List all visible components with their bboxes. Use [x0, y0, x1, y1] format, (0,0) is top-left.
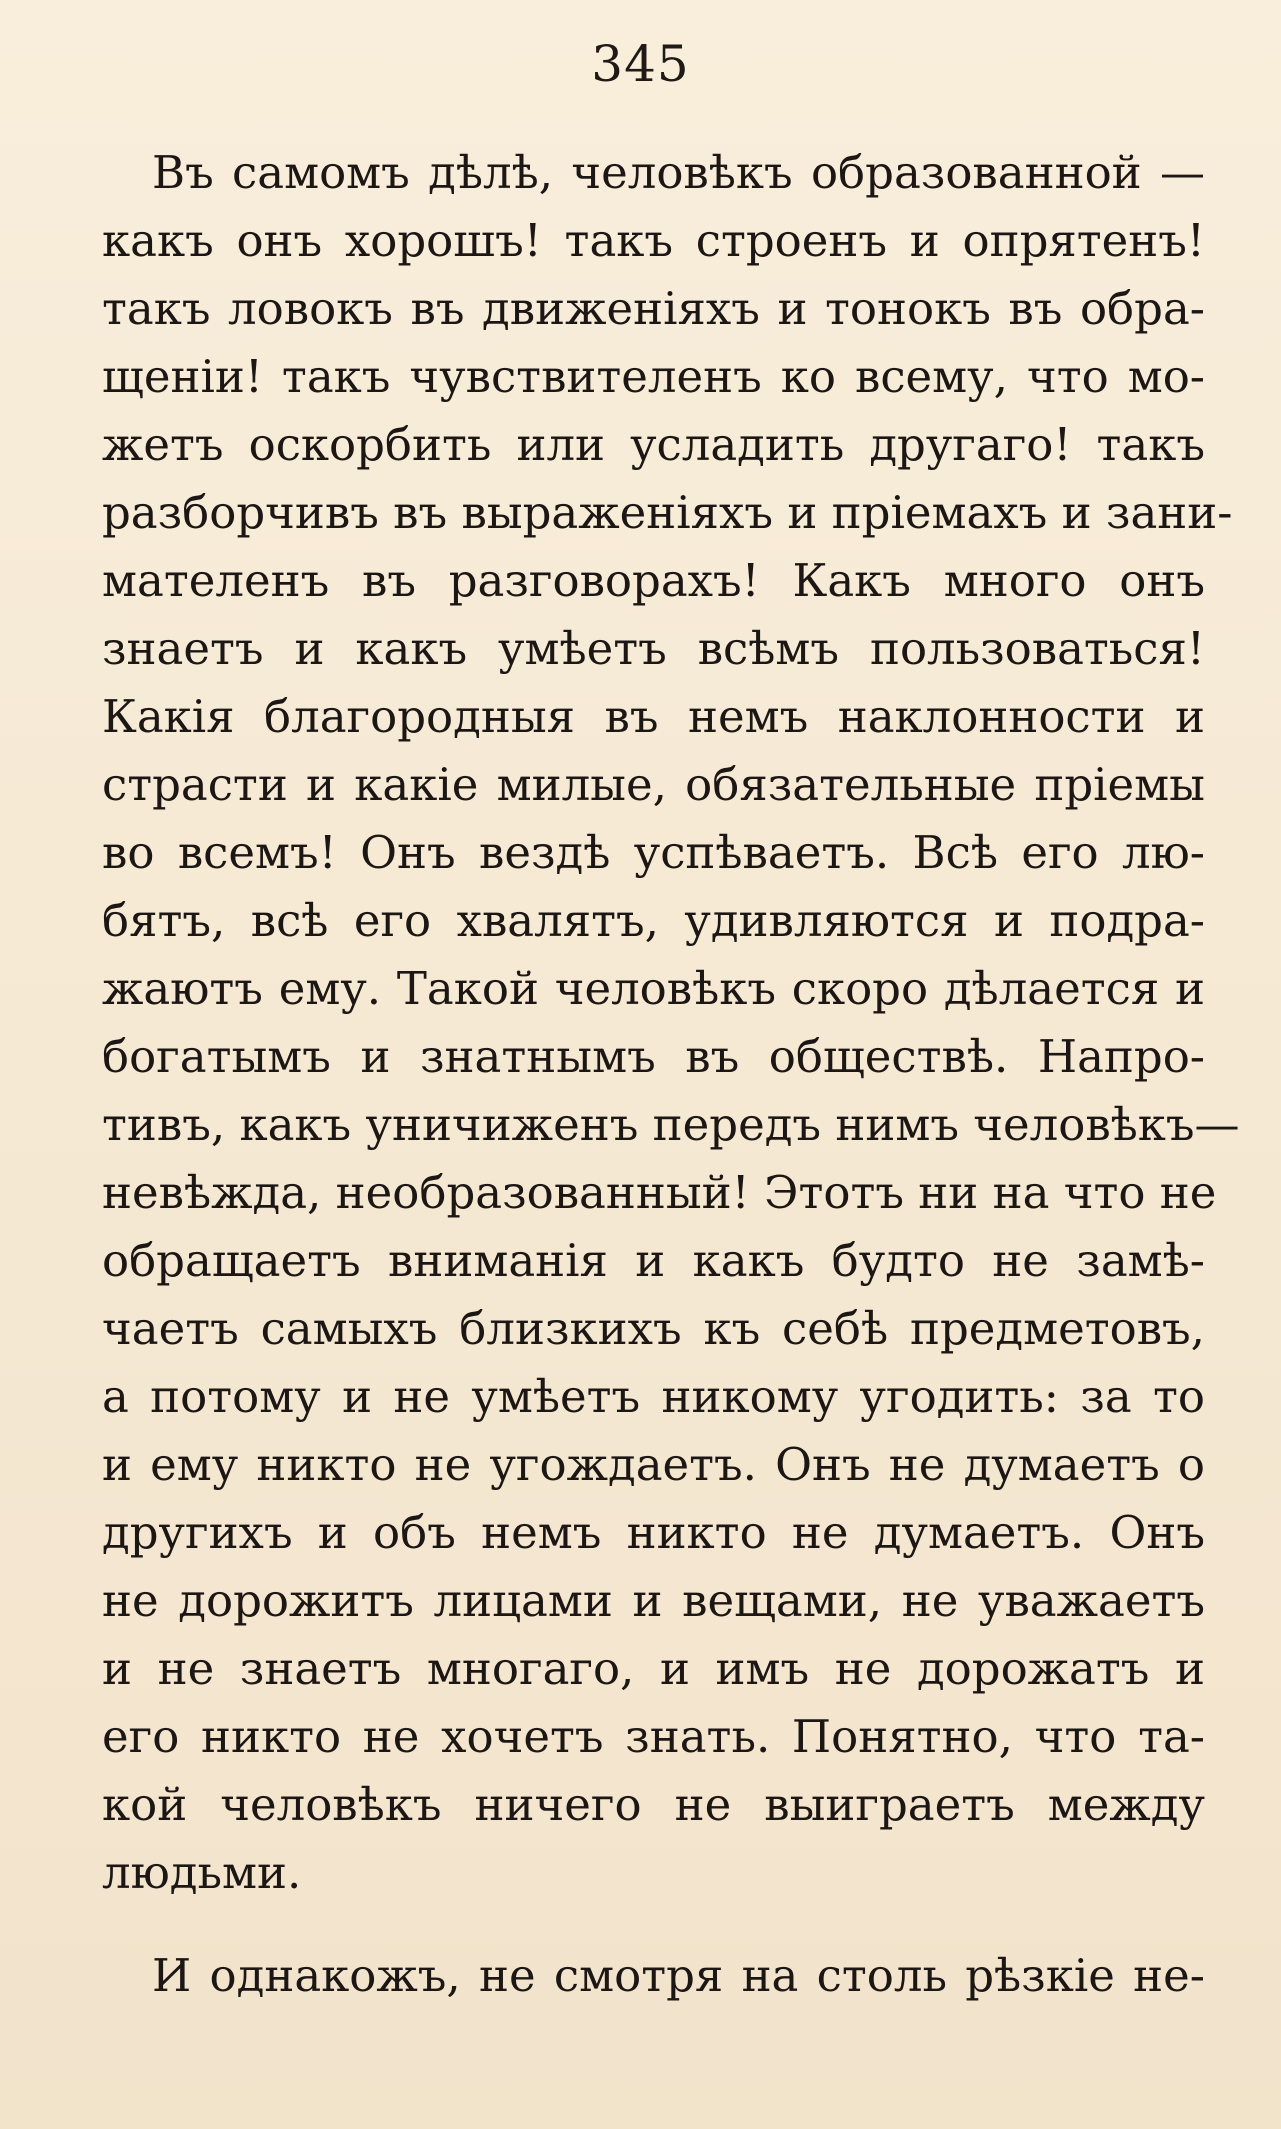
text-line: невѣжда, необразованный! Этотъ ни на что не: [102, 1166, 1217, 1219]
text-line: богатымъ и знатнымъ въ обществѣ. Напро-: [102, 1030, 1205, 1083]
text-line: такъ ловокъ въ движеніяхъ и тонокъ въ обра-: [102, 282, 1205, 335]
text-line: жетъ оскорбить или усладить другаго! такъ: [102, 418, 1205, 471]
text-line: разборчивъ въ выраженіяхъ и пріемахъ и зани-: [102, 486, 1233, 539]
text-line: не дорожитъ лицами и вещами, не уважаетъ: [102, 1574, 1205, 1627]
text-line: чаетъ самыхъ близкихъ къ себѣ предметовъ,: [102, 1302, 1205, 1355]
text-line: страсти и какіе милые, обязательные пріемы: [102, 758, 1205, 811]
text-line: во всемъ! Онъ вездѣ успѣваетъ. Всѣ его лю-: [102, 826, 1205, 879]
text-line: обращаетъ вниманія и какъ будто не замѣ-: [102, 1234, 1205, 1287]
text-line: людьми.: [102, 1846, 302, 1899]
text-line: какъ онъ хорошъ! такъ строенъ и опрятенъ!: [102, 214, 1205, 267]
text-line: жаютъ ему. Такой человѣкъ скоро дѣлается и: [102, 962, 1205, 1015]
text-line: знаетъ и какъ умѣетъ всѣмъ пользоваться!: [102, 622, 1205, 675]
text-line: кой человѣкъ ничего не выиграетъ между: [102, 1778, 1205, 1831]
body-text: [102, 139, 1240, 2010]
text-line: щеніи! такъ чувствителенъ ко всему, что мо-: [102, 350, 1205, 403]
text-line: его никто не хочетъ знать. Понятно, что та-: [102, 1710, 1205, 1763]
text-line: бятъ, всѣ его хвалятъ, удивляются и подра-: [102, 894, 1205, 947]
text-line: и ему никто не угождаетъ. Онъ не думаетъ о: [102, 1438, 1205, 1491]
paragraph-1: [102, 139, 1240, 1907]
text-line: а потому и не умѣетъ никому угодить: за то: [102, 1370, 1205, 1423]
paragraph-gap: [102, 1907, 1205, 1942]
text-line: другихъ и объ немъ никто не думаетъ. Онъ: [102, 1506, 1205, 1559]
page-number: 345: [591, 35, 690, 93]
text-line: и не знаетъ многаго, и имъ не дорожатъ и: [102, 1642, 1205, 1695]
paragraph-2: [102, 1942, 1205, 2010]
text-line: Въ самомъ дѣлѣ, человѣкъ образованной —: [152, 146, 1205, 199]
text-line: Какія благородныя въ немъ наклонности и: [102, 690, 1205, 743]
text-line: И однакожъ, не смотря на столь рѣзкіе не-: [152, 1949, 1205, 2002]
text-line: мателенъ въ разговорахъ! Какъ много онъ: [102, 554, 1205, 607]
text-line: тивъ, какъ уничиженъ передъ нимъ человѣкъ—: [102, 1098, 1240, 1151]
